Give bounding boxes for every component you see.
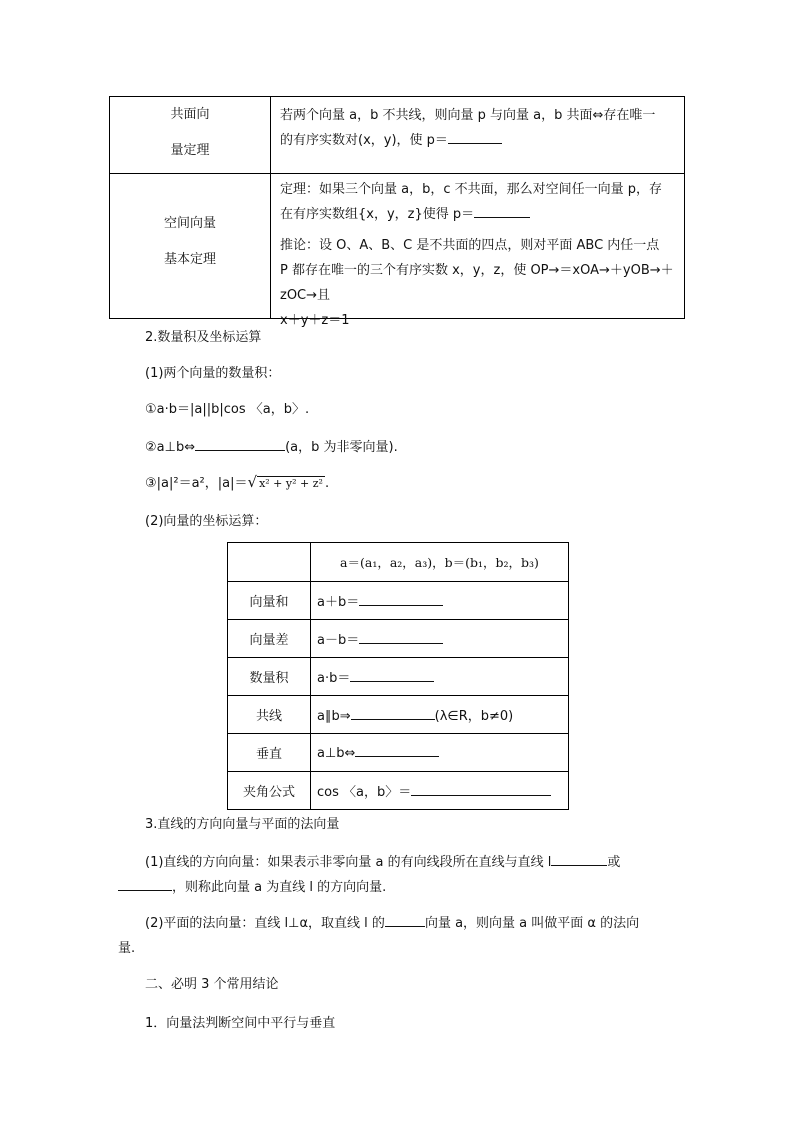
row-label-basis <box>110 212 270 267</box>
text: 的有序实数对(x，y)，使 p＝ <box>280 133 448 148</box>
blank <box>359 593 443 606</box>
table-cell: 数量积 <box>228 658 311 696</box>
expr: a∥b⇒ <box>317 709 351 724</box>
text: ③|a|²＝a²，|a|＝ <box>145 476 248 491</box>
table-row <box>228 620 569 658</box>
label-line: 量定理 <box>170 143 210 158</box>
expr: a·b＝ <box>317 671 351 686</box>
text-line: P 都存在唯一的三个有序实数 x，y，z，使 OP→＝xOA→＋yOB→＋zOC→且 <box>280 263 674 303</box>
formula-magnitude <box>145 472 329 491</box>
formula-perpendicular <box>145 436 398 455</box>
blank <box>355 744 439 757</box>
table-cell <box>311 696 569 734</box>
subsection-title: (1)两个向量的数量积： <box>145 366 281 381</box>
section-title: 2.数量积及坐标运算 <box>145 330 262 345</box>
blank <box>118 878 172 891</box>
expr: a⊥b⇔ <box>317 746 356 761</box>
expr: a－b＝ <box>317 633 360 648</box>
table-row <box>228 582 569 620</box>
section-title: 3.直线的方向向量与平面的法向量 <box>145 817 340 832</box>
label-line: 基本定理 <box>163 252 216 267</box>
coordinate-table <box>227 542 569 810</box>
blank <box>474 205 530 218</box>
text: 在有序实数组{x，y，z}使得 p＝ <box>280 207 475 222</box>
paragraph-line <box>145 912 639 931</box>
table-row <box>228 543 569 582</box>
text: (2)平面的法向量：直线 l⊥α，取直线 l 的 <box>145 916 385 931</box>
paragraph-line: 量. <box>118 941 136 956</box>
paragraph-line <box>145 851 620 870</box>
table-cell: 垂直 <box>228 734 311 772</box>
blank <box>350 669 434 682</box>
table-cell <box>311 772 569 810</box>
table-cell <box>228 543 311 582</box>
expr: (λ∈R，b≠0) <box>434 709 514 724</box>
row-text-coplanar <box>280 103 680 153</box>
text-line: x＋y＋z＝1 <box>280 313 350 328</box>
text-line <box>280 128 680 153</box>
text-line <box>280 202 680 227</box>
table-cell <box>311 734 569 772</box>
table-cell: 向量差 <box>228 620 311 658</box>
table-divider <box>110 173 684 174</box>
sqrt-icon: √ <box>247 473 258 491</box>
sqrt-radicand: x² + y² + z² <box>259 477 323 490</box>
table-row <box>228 734 569 772</box>
blank <box>351 707 435 720</box>
table-cell: 向量和 <box>228 582 311 620</box>
text: . <box>324 476 330 491</box>
table-row <box>228 696 569 734</box>
paragraph-line <box>118 876 386 895</box>
label-line: 共面向 <box>170 107 210 122</box>
table-cell <box>311 582 569 620</box>
table-cell: 共线 <box>228 696 311 734</box>
text: (1)直线的方向向量：如果表示非零向量 a 的有向线段所在直线与直线 l <box>145 855 552 870</box>
part-title: 二、必明 3 个常用结论 <box>145 977 279 992</box>
text: 或 <box>607 855 621 870</box>
expr: a＋b＝ <box>317 595 360 610</box>
text: ②a⊥b⇔ <box>145 440 196 455</box>
text: 向量 a，则向量 a 叫做平面 α 的法向 <box>424 916 640 931</box>
expr: cos 〈a，b〉＝ <box>317 785 412 800</box>
text: (a，b 为非零向量). <box>285 440 398 455</box>
text: ，则称此向量 a 为直线 l 的方向向量. <box>172 880 387 895</box>
blank <box>385 914 425 927</box>
subsection-title: (2)向量的坐标运算： <box>145 514 268 529</box>
text-line: 若两个向量 a，b 不共线，则向量 p 与向量 a，b 共面⇔存在唯一 <box>280 108 656 123</box>
blank <box>411 783 551 796</box>
blank <box>448 131 502 144</box>
formula-dot-product: ①a·b＝|a||b|cos 〈a，b〉. <box>145 402 310 417</box>
row-label-coplanar <box>110 103 270 158</box>
blank <box>551 853 607 866</box>
text-line: 推论：设 O、A、B、C 是不共面的四点，则对平面 ABC 内任一点 <box>280 238 660 253</box>
blank <box>359 631 443 644</box>
table-cell <box>311 658 569 696</box>
table-row <box>228 772 569 810</box>
label-line: 空间向量 <box>163 216 216 231</box>
blank <box>195 438 285 451</box>
row-text-basis <box>280 177 680 333</box>
table-cell: 夹角公式 <box>228 772 311 810</box>
text-line: 定理：如果三个向量 a，b，c 不共面，那么对空间任一向量 p，存 <box>280 182 663 197</box>
theorem-table <box>109 96 685 328</box>
table-cell <box>311 620 569 658</box>
table-divider <box>270 97 271 318</box>
table-header: a＝(a₁，a₂，a₃)，b＝(b₁，b₂，b₃) <box>311 543 569 582</box>
table-row <box>228 658 569 696</box>
list-item: 1．向量法判断空间中平行与垂直 <box>145 1016 336 1031</box>
